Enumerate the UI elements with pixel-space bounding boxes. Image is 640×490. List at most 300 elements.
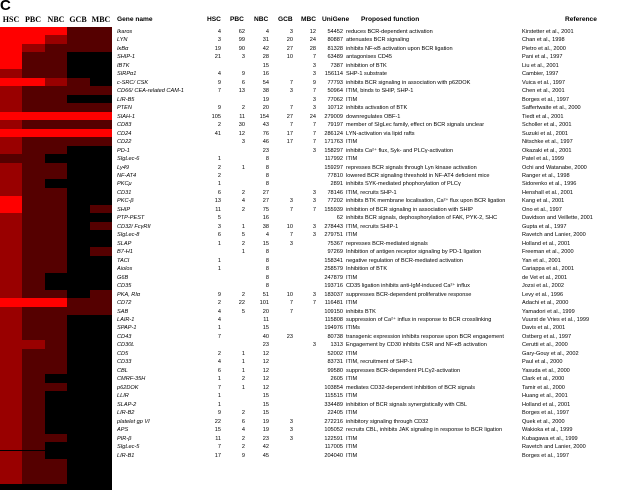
- hsc-count: 1: [217, 257, 221, 264]
- heatmap-cell: [67, 357, 89, 365]
- gcb-count: 10: [286, 223, 293, 230]
- reference: Ravetch and Lanier, 2000: [522, 444, 586, 451]
- proposed-function: inhibition of BCR signals synergistically with CBL: [346, 401, 467, 408]
- mbc-count: 3: [312, 189, 316, 196]
- pbc-count: 1: [241, 367, 245, 374]
- heatmap-row: [0, 103, 112, 111]
- heatmap-cell: [90, 146, 112, 154]
- expression-heatmap: [0, 27, 112, 490]
- reference: Davis et al., 2001: [522, 325, 566, 332]
- unigene-id: 194976: [324, 325, 343, 332]
- heatmap-cell: [67, 95, 89, 103]
- heatmap-cell: [67, 69, 89, 77]
- table-row: [117, 333, 640, 341]
- reference: Suzuki et al., 2001: [522, 130, 569, 137]
- mbc-count: 3: [312, 105, 316, 112]
- reference: Holland et al., 2001: [522, 401, 571, 408]
- gene-name: IκBα: [117, 45, 129, 52]
- table-row: [117, 36, 640, 44]
- proposed-function: inhibits SYK-mediated phophorylation of PLCγ: [346, 181, 461, 188]
- proposed-function: ITIM: [346, 444, 358, 451]
- table-row: [117, 291, 640, 299]
- heatmap-cell: [0, 112, 22, 120]
- heatmap-cell: [67, 196, 89, 204]
- heatmap-row: [0, 264, 112, 272]
- gene-name: SIRPα1: [117, 71, 137, 78]
- heatmap-cell: [22, 307, 44, 315]
- heatmap-cell: [67, 417, 89, 425]
- heatmap-row: [0, 425, 112, 433]
- heatmap-cell: [22, 366, 44, 374]
- heatmap-cell: [0, 357, 22, 365]
- proposed-function: inhibits Ca²⁺ flux, Syk- and PLCγ-activation: [346, 147, 454, 154]
- heatmap-cell: [45, 383, 67, 391]
- heatmap-cell: [22, 146, 44, 154]
- reference: Sidorenko et al., 1996: [522, 181, 577, 188]
- heatmap-cell: [90, 434, 112, 442]
- heatmap-cell: [45, 476, 67, 484]
- heatmap-row: [0, 340, 112, 348]
- heatmap-cell: [90, 408, 112, 416]
- heatmap-cell: [22, 222, 44, 230]
- heatmap-cell: [45, 273, 67, 281]
- unigene-id: 79197: [327, 122, 343, 129]
- heatmap-cell: [90, 129, 112, 137]
- table-row: [117, 206, 640, 214]
- heatmap-cell: [22, 69, 44, 77]
- proposed-function: ITIM: [346, 274, 358, 281]
- heatmap-cell: [67, 171, 89, 179]
- heatmap-cell: [45, 188, 67, 196]
- proposed-function: inhibition of BCR signaling in association with SHIP: [346, 206, 473, 213]
- heatmap-cell: [0, 425, 22, 433]
- gene-name: CD22: [117, 139, 132, 146]
- heatmap-cell: [0, 27, 22, 35]
- heatmap-cell: [90, 264, 112, 272]
- hsc-count: 4: [217, 308, 221, 315]
- proposed-function: negative regulation of BCR-mediated activation: [346, 257, 463, 264]
- heatmap-cell: [67, 307, 89, 315]
- heatmap-cell: [67, 290, 89, 298]
- heatmap-cell: [0, 95, 22, 103]
- proposed-function: inhibits BCR signaling in association with p62DOK: [346, 79, 471, 86]
- table-row: [117, 189, 640, 197]
- proposed-function: downregulates OBF-1: [346, 113, 401, 120]
- nbc-count: 15: [262, 410, 269, 417]
- heatmap-cell: [45, 163, 67, 171]
- heatmap-row: [0, 451, 112, 459]
- hsc-count: 41: [214, 130, 221, 137]
- heatmap-cell: [45, 120, 67, 128]
- proposed-function: suppression of Ca²⁺ influx in response to BCR crosslinking: [346, 316, 492, 323]
- unigene-id: 63489: [327, 54, 343, 61]
- nbc-count: 76: [262, 130, 269, 137]
- nbc-count: 12: [262, 384, 269, 391]
- table-row: [117, 384, 640, 392]
- proposed-function: ITIMs: [346, 325, 360, 332]
- proposed-function: ITIM: [346, 452, 358, 459]
- heatmap-row: [0, 188, 112, 196]
- gene-name: LYN: [117, 37, 128, 44]
- hsc-count: 7: [217, 444, 221, 451]
- heatmap-cell: [22, 171, 44, 179]
- nbc-count: 19: [262, 96, 269, 103]
- proposed-function: represses BCR-mediated signals: [346, 240, 428, 247]
- heat-header-mbc: MBC: [91, 15, 111, 24]
- heatmap-cell: [45, 459, 67, 467]
- hsc-count: 9: [217, 105, 221, 112]
- heatmap-row: [0, 137, 112, 145]
- heatmap-row: [0, 459, 112, 467]
- proposed-function: Engagement by CD30 inhibits CSR and NF-κB activation: [346, 342, 487, 349]
- heatmap-cell: [67, 434, 89, 442]
- proposed-function: suppresses BCR-dependent PLCγ2-activation: [346, 367, 461, 374]
- table-row: [117, 45, 640, 53]
- heatmap-cell: [0, 307, 22, 315]
- heatmap-cell: [22, 442, 44, 450]
- heatmap-cell: [22, 179, 44, 187]
- heatmap-cell: [67, 103, 89, 111]
- heatmap-cell: [90, 290, 112, 298]
- heatmap-cell: [22, 374, 44, 382]
- heatmap-cell: [90, 298, 112, 306]
- heatmap-cell: [22, 44, 44, 52]
- heatmap-cell: [45, 357, 67, 365]
- pbc-count: 1: [241, 249, 245, 256]
- pbc-count: 2: [241, 291, 245, 298]
- heatmap-cell: [67, 451, 89, 459]
- reference: Kang et al., 2001: [522, 198, 565, 205]
- gene-name: SIgLec-6: [117, 156, 140, 163]
- hsc-count: 1: [217, 401, 221, 408]
- heatmap-cell: [67, 239, 89, 247]
- gcb-count: 7: [289, 79, 293, 86]
- heatmap-cell: [90, 332, 112, 340]
- heatmap-cell: [45, 408, 67, 416]
- reference: Chen et al., 2001: [522, 88, 565, 95]
- heatmap-cell: [90, 400, 112, 408]
- hsc-count: 2: [217, 122, 221, 129]
- nbc-count: 16: [262, 215, 269, 222]
- gcb-count: 3: [289, 198, 293, 205]
- proposed-function: ITIM: [346, 350, 358, 357]
- nbc-count: 28: [262, 54, 269, 61]
- hsc-count: 7: [217, 88, 221, 95]
- heatmap-cell: [67, 442, 89, 450]
- heatmap-cell: [90, 86, 112, 94]
- heatmap-row: [0, 366, 112, 374]
- pbc-count: 3: [241, 139, 245, 146]
- gene-name: IBTK: [117, 62, 130, 69]
- heatmap-cell: [0, 442, 22, 450]
- mbc-count: 24: [309, 113, 316, 120]
- heatmap-cell: [45, 391, 67, 399]
- gene-name: CBL: [117, 367, 128, 374]
- table-row: [117, 435, 640, 443]
- heatmap-cell: [0, 273, 22, 281]
- reference: Pietro et al., 2000: [522, 45, 566, 52]
- heatmap-row: [0, 332, 112, 340]
- gene-name: TACI: [117, 257, 130, 264]
- heatmap-row: [0, 163, 112, 171]
- heatmap-cell: [90, 366, 112, 374]
- heatmap-cell: [90, 323, 112, 331]
- proposed-function: ITIM: [346, 435, 358, 442]
- reference: Kubagawa et al., 1999: [522, 435, 578, 442]
- heatmap-cell: [22, 95, 44, 103]
- hsc-count: 11: [215, 206, 221, 213]
- proposed-function: Inhibition of BTK: [346, 266, 388, 273]
- heatmap-cell: [67, 264, 89, 272]
- unigene-id: 183037: [324, 291, 343, 298]
- nbc-count: 12: [262, 367, 269, 374]
- gene-name: LLIR: [117, 393, 129, 400]
- gene-name: Ikaros: [117, 29, 133, 35]
- heatmap-cell: [0, 213, 22, 221]
- gcb-count: 23: [286, 333, 293, 340]
- heatmap-cell: [90, 247, 112, 255]
- gene-name: CD24: [117, 130, 132, 137]
- heatmap-row: [0, 213, 112, 221]
- reference: Cerutti et al., 2000: [522, 342, 568, 349]
- reference: Holland et al., 2001: [522, 240, 571, 247]
- heatmap-cell: [0, 323, 22, 331]
- proposed-function: Inhibition of antigen receptor signaling by PD-1 ligation: [346, 249, 482, 256]
- heatmap-cell: [0, 298, 22, 306]
- proposed-function: inhibits BCR signals, dephosphorylation of FAK, PYK-2, SHC: [346, 215, 498, 222]
- heatmap-cell: [90, 35, 112, 43]
- heatmap-cell: [0, 35, 22, 43]
- nbc-count: 27: [262, 198, 269, 205]
- proposed-function: ITIM: [346, 300, 358, 307]
- nbc-count: 16: [262, 71, 269, 78]
- heatmap-cell: [22, 256, 44, 264]
- col-header-reference: Reference: [565, 16, 597, 23]
- gene-name: PIR-β: [117, 435, 132, 442]
- unigene-id: 258579: [324, 266, 343, 273]
- proposed-function: inhibits NF-κB activation upon BCR ligation: [346, 45, 453, 52]
- heatmap-row: [0, 400, 112, 408]
- unigene-id: 62: [336, 215, 343, 222]
- heatmap-cell: [90, 349, 112, 357]
- nbc-count: 15: [262, 401, 269, 408]
- heatmap-cell: [67, 256, 89, 264]
- heatmap-cell: [22, 196, 44, 204]
- heatmap-cell: [22, 129, 44, 137]
- unigene-id: 105052: [324, 427, 343, 434]
- gcb-count: 20: [286, 37, 293, 44]
- heatmap-cell: [0, 137, 22, 145]
- heatmap-row: [0, 35, 112, 43]
- unigene-id: 22405: [327, 410, 343, 417]
- heatmap-row: [0, 417, 112, 425]
- heatmap-cell: [45, 340, 67, 348]
- heatmap-cell: [67, 467, 89, 475]
- heat-header-gcb: GCB: [69, 15, 87, 24]
- pbc-count: 2: [241, 410, 245, 417]
- heatmap-cell: [22, 290, 44, 298]
- table-row: [117, 350, 640, 358]
- table-row: [117, 155, 640, 163]
- hsc-count: 17: [214, 452, 221, 459]
- heatmap-cell: [45, 129, 67, 137]
- reference: Cambier, 1997: [522, 71, 559, 78]
- gcb-count: 7: [289, 232, 293, 239]
- hsc-count: 15: [214, 427, 221, 434]
- heatmap-cell: [0, 179, 22, 187]
- hsc-count: 2: [217, 164, 221, 171]
- heatmap-cell: [0, 196, 22, 204]
- heatmap-cell: [0, 222, 22, 230]
- nbc-count: 40: [262, 333, 269, 340]
- heatmap-cell: [67, 247, 89, 255]
- reference: Henshall et al., 2001: [522, 189, 573, 196]
- reference: Vuurst de Vries et al., 1999: [522, 316, 590, 323]
- table-row: [117, 401, 640, 409]
- unigene-id: 159297: [324, 164, 343, 171]
- heatmap-cell: [22, 425, 44, 433]
- heatmap-cell: [0, 230, 22, 238]
- table-row: [117, 28, 640, 36]
- table-row: [117, 164, 640, 172]
- unigene-id: 155939: [324, 206, 343, 213]
- gcb-count: 17: [286, 139, 293, 146]
- reference: Tiedt et al., 2001: [522, 113, 564, 120]
- table-row: [117, 358, 640, 366]
- nbc-count: 15: [262, 240, 269, 247]
- heatmap-cell: [0, 400, 22, 408]
- heatmap-cell: [0, 205, 22, 213]
- reference: Okazaki et al., 2001: [522, 147, 572, 154]
- gene-name: SIgLec-8: [117, 232, 140, 239]
- proposed-function: ITIM: [346, 232, 358, 239]
- proposed-function: member of SIgLec family, effect on BCR signals unclear: [346, 122, 485, 129]
- table-row: [117, 392, 640, 400]
- pbc-count: 4: [241, 198, 245, 205]
- heatmap-cell: [67, 154, 89, 162]
- gene-name: SAB: [117, 308, 129, 315]
- gene-name: PTP-PEST: [117, 215, 145, 222]
- heatmap-cell: [67, 315, 89, 323]
- mbc-count: 28: [309, 45, 316, 52]
- unigene-id: 117005: [324, 444, 343, 451]
- pbc-count: 2: [241, 105, 245, 112]
- heatmap-cell: [45, 315, 67, 323]
- pbc-count: 9: [241, 71, 245, 78]
- nbc-count: 20: [262, 308, 269, 315]
- heatmap-cell: [0, 154, 22, 162]
- unigene-id: 78146: [327, 189, 343, 196]
- heatmap-cell: [90, 95, 112, 103]
- col-header-mbc: MBC: [301, 16, 317, 23]
- heatmap-cell: [0, 69, 22, 77]
- proposed-function: ITIM, binds to SHIP, SHP-1: [346, 88, 414, 95]
- heatmap-cell: [90, 179, 112, 187]
- heatmap-cell: [90, 307, 112, 315]
- hsc-count: 1: [217, 393, 221, 400]
- heatmap-cell: [45, 290, 67, 298]
- gene-name: SHIP-1: [117, 54, 136, 61]
- hsc-count: 21: [214, 54, 221, 61]
- unigene-id: 99580: [327, 367, 343, 374]
- hsc-count: 6: [217, 232, 221, 239]
- heatmap-cell: [0, 290, 22, 298]
- proposed-function: attenuates BCR signaling: [346, 37, 410, 44]
- heatmap-row: [0, 86, 112, 94]
- gcb-count: 3: [289, 29, 293, 35]
- heatmap-cell: [67, 35, 89, 43]
- heatmap-cell: [67, 298, 89, 306]
- unigene-id: 122591: [324, 435, 343, 442]
- heatmap-cell: [22, 459, 44, 467]
- pbc-count: 30: [238, 122, 245, 129]
- unigene-id: 171763: [324, 139, 343, 146]
- table-row: [117, 180, 640, 188]
- heatmap-cell: [45, 44, 67, 52]
- heatmap-cell: [90, 154, 112, 162]
- heatmap-cell: [67, 44, 89, 52]
- heatmap-cell: [67, 120, 89, 128]
- gene-name: Aiolos: [117, 266, 133, 273]
- nbc-count: 8: [265, 274, 269, 281]
- heatmap-cell: [45, 425, 67, 433]
- hsc-count: 1: [217, 325, 221, 332]
- heatmap-cell: [90, 451, 112, 459]
- hsc-count: 9: [217, 291, 221, 298]
- pbc-count: 1: [241, 384, 245, 391]
- heat-header-pbc: PBC: [25, 15, 41, 24]
- gcb-count: 3: [289, 88, 293, 95]
- pbc-count: 13: [238, 88, 245, 95]
- pbc-count: 2: [241, 206, 245, 213]
- heatmap-cell: [90, 239, 112, 247]
- pbc-count: 1: [241, 223, 245, 230]
- proposed-function: ITIM, recruits SHIP-1: [346, 223, 399, 230]
- reference: Borges et al., 1997: [522, 452, 569, 459]
- heatmap-cell: [45, 467, 67, 475]
- unigene-id: 50964: [327, 88, 343, 95]
- heatmap-cell: [45, 247, 67, 255]
- heatmap-cell: [45, 213, 67, 221]
- heatmap-row: [0, 434, 112, 442]
- heatmap-cell: [0, 264, 22, 272]
- panel-label: C: [0, 0, 11, 14]
- heatmap-header: [0, 14, 112, 27]
- heatmap-cell: [22, 61, 44, 69]
- heatmap-cell: [0, 120, 22, 128]
- heatmap-cell: [22, 247, 44, 255]
- heatmap-cell: [22, 451, 44, 459]
- unigene-id: 1313: [330, 342, 343, 349]
- heatmap-cell: [0, 52, 22, 60]
- gene-name: LAIR-1: [117, 316, 135, 323]
- reference: Huang et al., 2001: [522, 393, 568, 400]
- proposed-function: inhibits activation of BTK: [346, 105, 408, 112]
- table-row: [117, 375, 640, 383]
- pbc-count: 2: [241, 444, 245, 451]
- mbc-count: 7: [312, 88, 316, 95]
- heatmap-cell: [67, 61, 89, 69]
- hsc-count: 22: [214, 418, 221, 425]
- gene-name: LIR-B1: [117, 452, 135, 459]
- heatmap-cell: [45, 205, 67, 213]
- gene-name: CD31: [117, 189, 132, 196]
- table-row: [117, 341, 640, 349]
- reference: Levy et al., 1996: [522, 291, 564, 298]
- heatmap-cell: [67, 366, 89, 374]
- gene-name: platelet gp VI: [117, 418, 150, 425]
- gene-name: CD66/ CEA-related CAM-1: [117, 88, 184, 95]
